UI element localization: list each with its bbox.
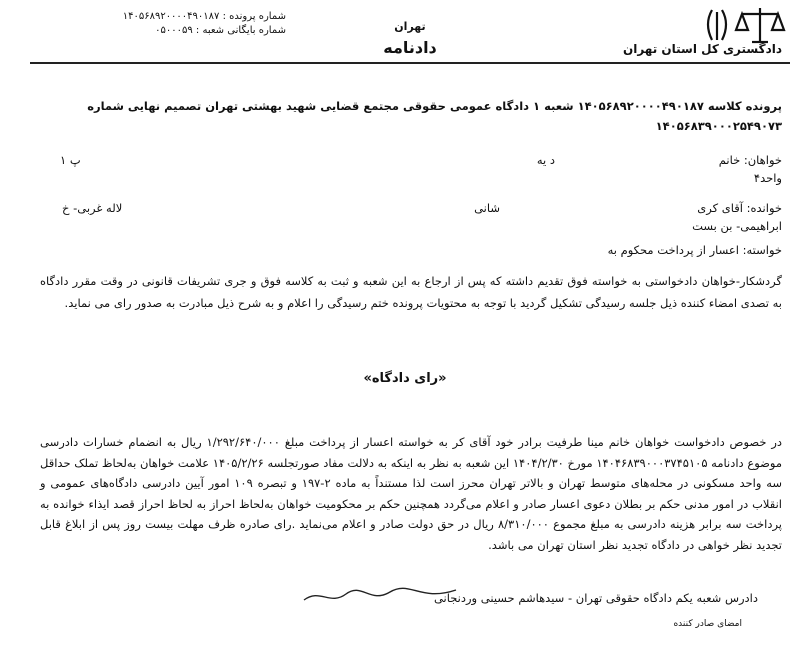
defendant-address-right: ابراهیمی- بن بست bbox=[692, 219, 782, 233]
verdict-title: «رای دادگاه» bbox=[363, 371, 447, 386]
judiciary-emblem-icon bbox=[682, 4, 792, 46]
archive-number-line: شماره بایگانی شعبه : ۰۵۰۰۰۵۹ bbox=[155, 25, 286, 36]
verdict-paragraph: در خصوص دادخواست خواهان خانم مینا طرفیت برادر خود آقای کر به خواسته اعسار از پرداخت مبلغ ۱/۲۹۲/۶۴۰/۰۰۰ ریال به انضمام خسارات دادرسی موضوع دادنامه ۱۴۰۴۶۸۳۹۰۰۰۳۷۴۵۱۰۵ مورخ ۱۴۰۴/۲/۳۰ این شعبه به نظر به اینکه به دلالت مفاد صورتجلسه ۱۴۰۵/۲/۲۶ علامت خواهان به‌لحاظ تملک حداقل سه واحد مسکونی در محله‌های متوسط تهران و بالاتر تهران محرز است لذا مستنداً به ماده ۲-۱۹۷ و تبصره ۱۰۹ امور آیین دادرسی دادگاه‌های عمومی و انقلاب در امور مدنی حکم بر بطلان دعوی اعسار صادر و اعلام می‌گردد همچنین حکم بر محکومیت خواهان به‌لحاظ احراز به لحاظ احراز قصد ایذاء خوانده به پرداخت سه برابر هزینه دادرسی به مبلغ مجموع ۸/۳۱۰/۰۰۰ ریال در حق دولت صادر و اعلام می‌نماید .رای صادره ظرف مهلت بیست روز پس از ابلاغ قابل تجدید نظر خواهی در دادگاه تجدید نظر استان تهران می باشد. bbox=[40, 435, 783, 552]
defendant-label: خوانده: آقای کری bbox=[697, 201, 782, 215]
city-label: تهران bbox=[394, 20, 426, 33]
plaintiff-suffix: پ ۱ bbox=[60, 153, 81, 167]
claim-line: خواسته: اعسار از پرداخت محکوم به bbox=[607, 243, 782, 257]
header-divider bbox=[30, 62, 790, 64]
stamp-label: امضای صادر کننده bbox=[673, 619, 742, 629]
plaintiff-partial: د یه bbox=[536, 153, 555, 167]
case-number-line: شماره پرونده : ۱۴۰۵۶۸۹۲۰۰۰۰۴۹۰۱۸۷ bbox=[122, 11, 286, 22]
plaintiff-label: خواهان: خانم bbox=[718, 153, 782, 167]
judge-line: دادرس شعبه یکم دادگاه حقوقی تهران - سیدهاشم حسینی وردنجانی bbox=[433, 591, 758, 605]
document-title: دادنامه bbox=[383, 38, 437, 57]
plaintiff-unit: واحد۴ bbox=[753, 171, 782, 185]
court-name: دادگستری کل استان تهران bbox=[622, 42, 782, 56]
defendant-partial: شانی bbox=[474, 201, 500, 215]
case-info-line-2: ۱۴۰۵۶۸۳۹۰۰۰۲۵۴۹۰۷۳ bbox=[655, 119, 782, 133]
defendant-address-left: لاله غربی- خ bbox=[62, 201, 123, 215]
case-info-line-1: پرونده کلاسه ۱۴۰۵۶۸۹۲۰۰۰۰۴۹۰۱۸۷ شعبه ۱ دادگاه عمومی حقوقی مجتمع قضایی شهید بهشتی تهران تصمیم نهایی شماره bbox=[87, 99, 782, 113]
report-paragraph: گردشکار-خواهان دادخواستی به خواسته فوق تقدیم داشته که پس از ارجاع به این شعبه و ثبت به کلاسه فوق و جری تشریفات قانونی در وقت مقرر دادگاه به تصدی امضاء کننده ذیل جلسه رسیدگی تشکیل گردید با توجه به محتویات پرونده ختم رسیدگی را اعلام و به شرح ذیل مبادرت به صدور رای می نماید. bbox=[40, 274, 782, 310]
